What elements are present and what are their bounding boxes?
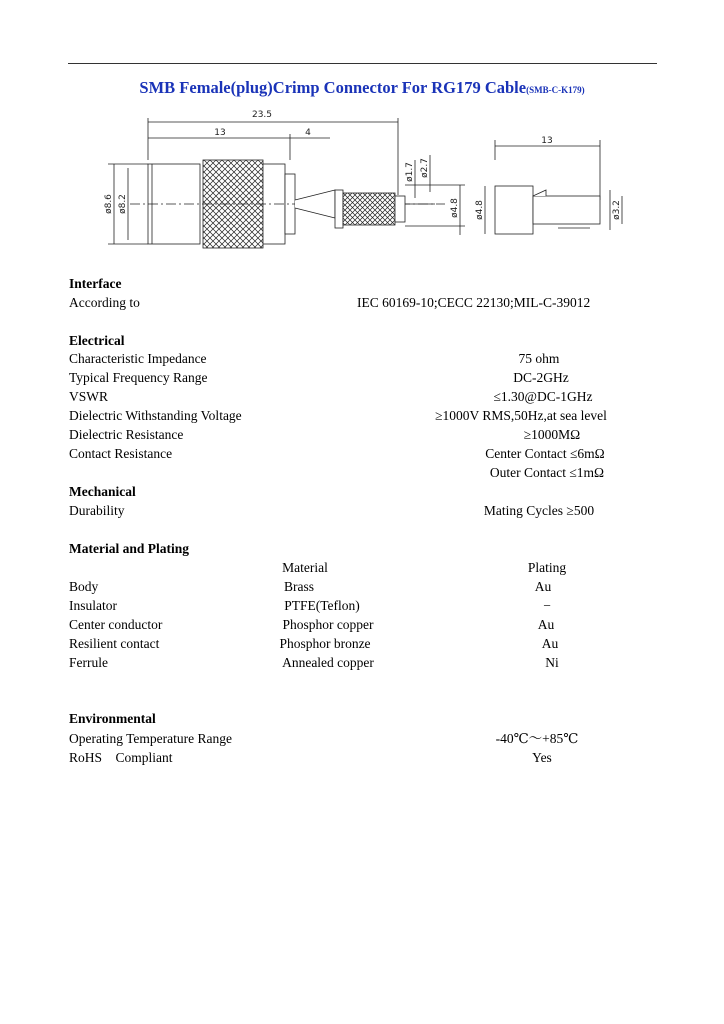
mechanical-label: Durability <box>69 503 125 518</box>
environmental-value: -40℃～+85℃ <box>495 731 579 746</box>
mechanical-value: Mating Cycles ≥500 <box>483 503 595 518</box>
dim-overall: 23.5 <box>251 110 273 120</box>
electrical-value: 75 ohm <box>518 351 560 366</box>
interface-heading: Interface <box>69 276 122 291</box>
environmental-heading: Environmental <box>69 711 156 726</box>
dim-rear-length: 4 <box>305 128 311 138</box>
electrical-value-outer-contact: Outer Contact ≤1mΩ <box>489 465 605 480</box>
material-name: Phosphor bronze <box>279 636 371 651</box>
title-main: SMB Female(plug)Crimp Connector For RG179 Cable <box>139 78 527 97</box>
material-name: Annealed copper <box>282 655 374 670</box>
electrical-label: Dielectric Resistance <box>69 427 184 442</box>
electrical-value: DC-2GHz <box>513 370 569 385</box>
material-plating: − <box>543 598 551 613</box>
environmental-label: RoHS Compliant <box>69 750 173 765</box>
materials-column-plating: Plating <box>527 560 567 575</box>
dim-d48: ø4.8 <box>450 198 460 218</box>
material-name: Phosphor copper <box>282 617 374 632</box>
material-plating: Ni <box>545 655 559 670</box>
materials-heading: Material and Plating <box>69 541 189 556</box>
interface-label: According to <box>69 295 140 310</box>
electrical-value: ≥1000MΩ <box>523 427 581 442</box>
material-part: Center conductor <box>69 617 163 632</box>
electrical-heading: Electrical <box>69 333 125 348</box>
material-part: Insulator <box>69 598 117 613</box>
electrical-label: Dielectric Withstanding Voltage <box>69 408 242 423</box>
dim-side-d32: ø3.2 <box>612 200 622 220</box>
material-plating: Au <box>541 636 559 651</box>
electrical-value: Center Contact ≤6mΩ <box>485 446 605 461</box>
connector-drawing <box>90 100 630 250</box>
material-name: PTFE(Teflon) <box>284 598 360 613</box>
environmental-value: Yes <box>532 750 552 765</box>
electrical-label: VSWR <box>69 389 109 404</box>
material-part: Resilient contact <box>69 636 160 651</box>
materials-column-material: Material <box>282 560 328 575</box>
document-title <box>0 78 724 98</box>
dim-body-length: 13 <box>214 128 226 138</box>
environmental-label: Operating Temperature Range <box>69 731 232 746</box>
material-part: Body <box>69 579 99 594</box>
dim-d82: ø8.2 <box>118 194 128 214</box>
dim-side-length: 13 <box>541 136 553 146</box>
electrical-label: Typical Frequency Range <box>69 370 208 385</box>
material-name: Brass <box>284 579 314 594</box>
dim-d86: ø8.6 <box>104 194 114 214</box>
top-rule <box>68 63 657 64</box>
dim-d17: ø1.7 <box>405 162 415 182</box>
mechanical-heading: Mechanical <box>69 484 136 499</box>
material-plating: Au <box>534 579 552 594</box>
electrical-label: Characteristic Impedance <box>69 351 207 366</box>
electrical-value: ≤1.30@DC-1GHz <box>493 389 593 404</box>
title-part-code: (SMB-C-K179) <box>526 85 585 95</box>
interface-value: IEC 60169-10;CECC 22130;MIL-C-39012 <box>357 295 591 310</box>
dim-side-d48: ø4.8 <box>475 200 485 220</box>
electrical-label: Contact Resistance <box>69 446 173 461</box>
material-plating: Au <box>537 617 555 632</box>
electrical-value: ≥1000V RMS,50Hz,at sea level <box>435 408 607 423</box>
dim-d27: ø2.7 <box>420 158 430 178</box>
material-part: Ferrule <box>69 655 108 670</box>
